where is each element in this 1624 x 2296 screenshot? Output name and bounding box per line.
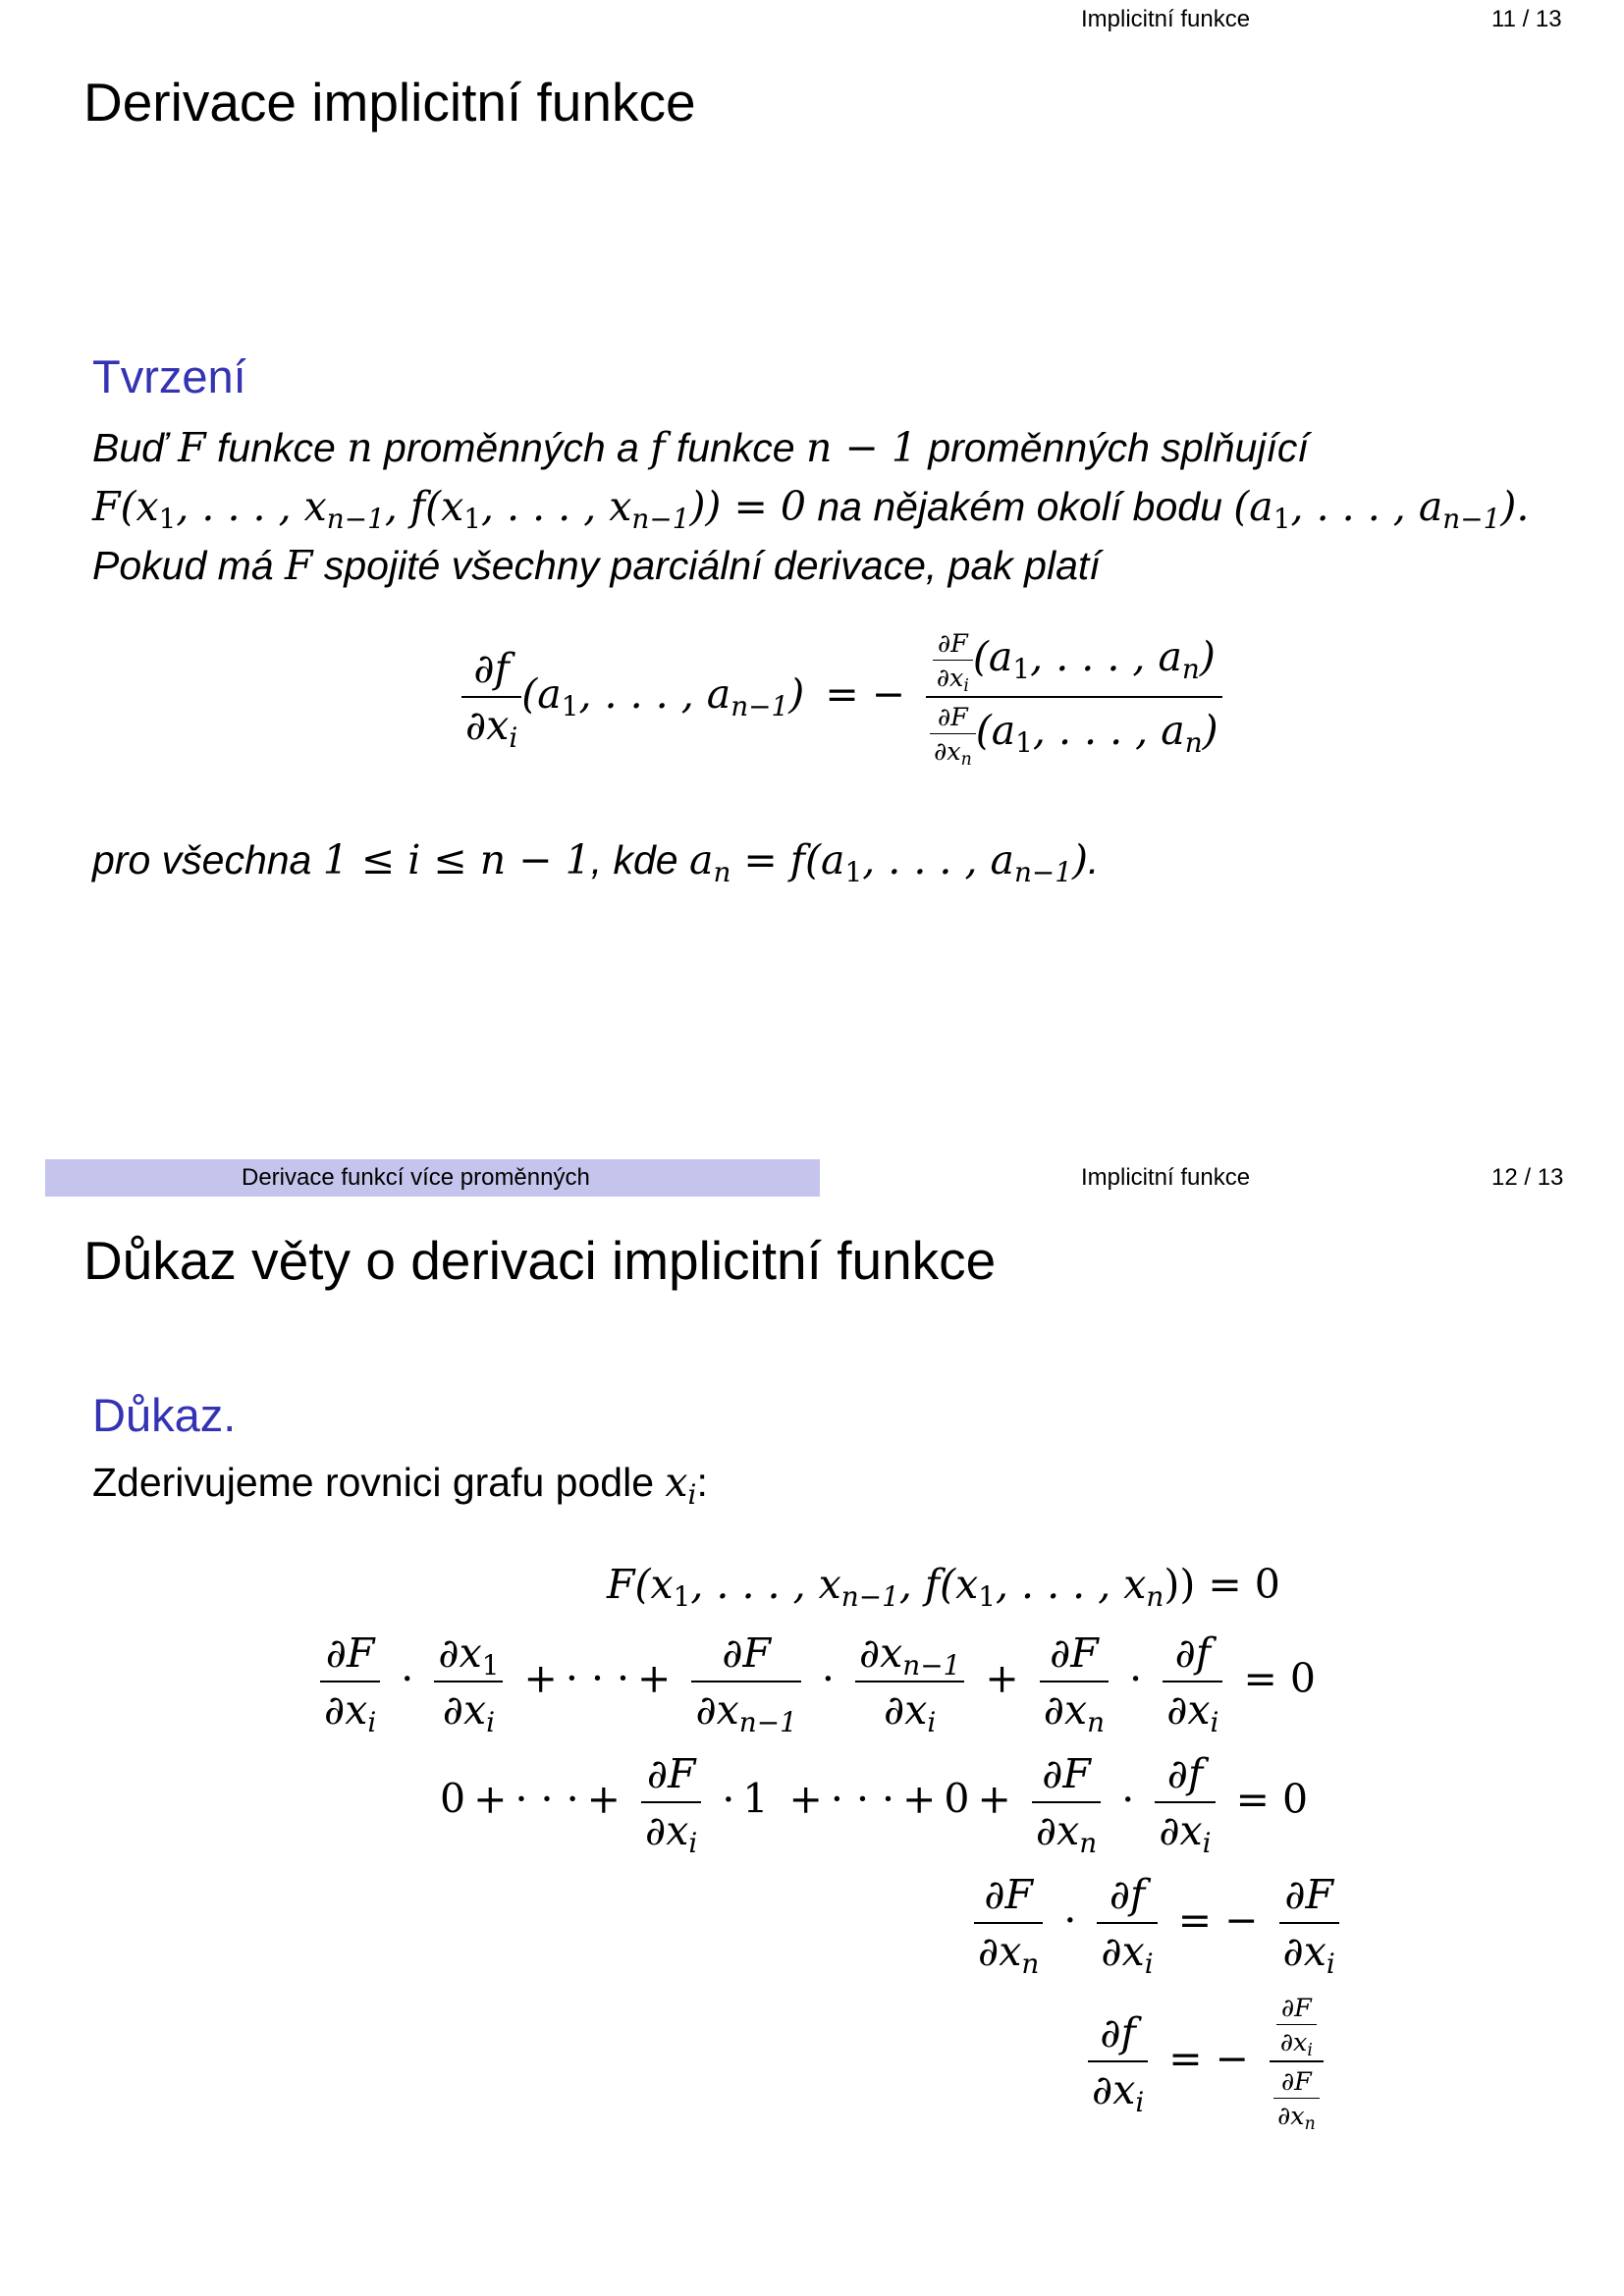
slide2-header-page: 12 / 13 xyxy=(1491,1164,1564,1191)
proof-equation-2: $\frac{\partial F}{\partial x_i}$ · $\frac{\partial x_1}{\partial x_i}$ + · · · + $\frac{\partial F}{\partial x_{n-1}}$ · $\frac{\partial x_{n-1}}{\partial x_i}$ + $\frac{\partial F}{\partial x_n}$ · $\frac{\partial f}{\partial x_i}$ = 0 xyxy=(320,1629,1324,1734)
proof-equation-4: $\frac{\partial F}{\partial x_n}$ · $\frac{\partial f}{\partial x_i}$ = − $\frac{\partial F}{\partial x_i}$ xyxy=(974,1871,1339,1975)
slide1-block-title: Tvrzení xyxy=(92,350,246,402)
slide1-derivative-formula: $\frac{\partial f}{\partial x_i}$ ($a_1$, . . . , $a_{n-1}$) = − $\frac{\partial F}{\partial x_i}$ ($a_1$, . . . , $a_n$) $\frac{\partial F}{\partial x_n}$ ($a_1$, . . . , $a_n$) xyxy=(461,628,1222,766)
slide1-header-section: Implicitní funkce xyxy=(1081,6,1251,32)
slide1-title: Derivace implicitní funkce xyxy=(83,72,696,133)
slide2-header-section[interactable]: Implicitní funkce xyxy=(1081,1164,1251,1191)
rhs-fraction: $\frac{\partial F}{\partial x_i}$ ($a_1$, . . . , $a_n$) $\frac{\partial F}{\partial x_n}$ ($a_1$, . . . , $a_n$) xyxy=(926,628,1222,766)
slide1-statement-line1: Buď F funkce n proměnných a f funkce n − 1 proměnných splňující xyxy=(92,424,1309,471)
proof-equation-1: $F(x_1$, . . . , $x_{n-1}$, $f(x_1$, . . . , $x_n)) = 0$ xyxy=(607,1561,1280,1613)
slide1-statement-line4: pro všechna 1 ≤ i ≤ n − 1, kde $a_n = f(a_1$, . . . , $a_{n-1}$). xyxy=(92,836,1100,888)
slide1-statement-line3: Pokud má F spojité všechny parciální derivace, pak platí xyxy=(92,542,1101,589)
slide1-statement-line2: $F(x_1$, . . . , $x_{n-1}$, $f(x_1$, . . . , $x_{n-1})) = 0$ na nějakém okolí bodu ($a_1$, . . . , $a_{n-1}$). xyxy=(92,483,1530,535)
proof-equation-5: $\frac{\partial f}{\partial x_i}$ = − $\frac{\frac{\partial F}{\partial x_i}}{\frac{\partial F}{\partial x_n}}$ xyxy=(1088,1993,1324,2130)
slide1-header-page: 11 / 13 xyxy=(1491,6,1562,32)
slide2-block-title: Důkaz. xyxy=(92,1389,237,1441)
slide2-nav-left[interactable]: Derivace funkcí více proměnných xyxy=(242,1164,590,1191)
slide2-title: Důkaz věty o derivaci implicitní funkce xyxy=(83,1230,997,1291)
proof-equation-3: 0 + · · · + $\frac{\partial F}{\partial x_i}$ · 1 + · · · + 0 + $\frac{\partial F}{\partial x_n}$ · $\frac{\partial f}{\partial x_i}$ = 0 xyxy=(440,1750,1309,1859)
slide2-intro: Zderivujeme rovnici grafu podle $x_i$: xyxy=(92,1459,708,1511)
lhs-fraction: $\frac{\partial f}{\partial x_i}$ xyxy=(461,645,521,749)
